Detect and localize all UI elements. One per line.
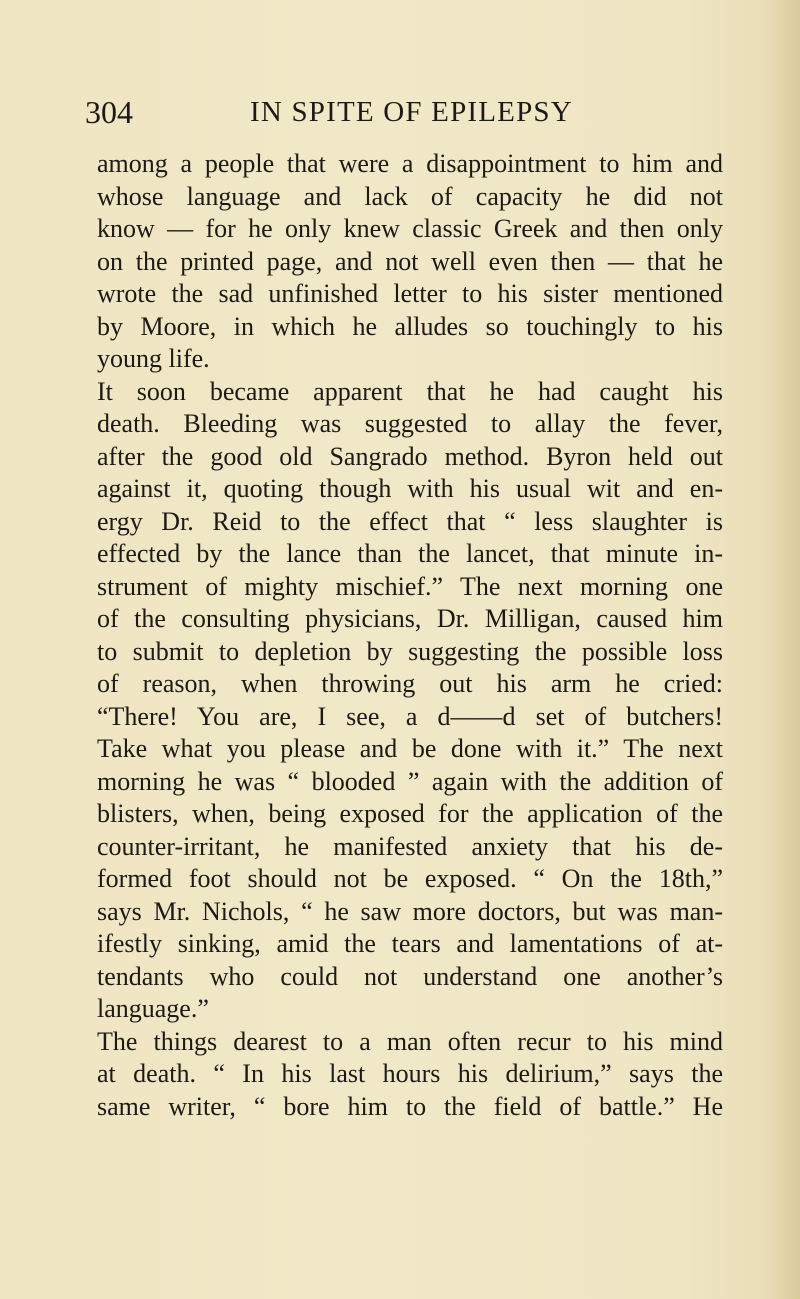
text-line: “There! You are, I see, a d——d set of butchers! [97,701,723,731]
text-line: death. Bleeding was suggested to allay the fever, [97,409,723,438]
text-line: counter-irritant, he manifested anxiety that his de- [97,831,723,861]
page-header [85,90,725,140]
text-line: says Mr. Nichols, “ he saw more doctors, but was man- [97,896,723,926]
text-line: tendants who could not understand one another’s [97,961,723,991]
text-line: among a people that were a disappointment to him and [97,149,723,178]
text-line: It soon became apparent that he had caught his [97,376,723,406]
running-head: IN SPITE OF EPILEPSY [250,96,573,128]
body-text [97,148,723,1123]
text-line: strument of mighty mischief.” The next morning one [97,571,723,601]
text-line: morning he was “ blooded ” again with the addition of [97,766,723,796]
page-number: 304 [85,94,133,130]
text-line: ergy Dr. Reid to the effect that “ less slaughter is [97,506,723,536]
text-line: Take what you please and be done with it.” The next [97,734,723,763]
text-line: on the printed page, and not well even then — that he [97,246,723,276]
text-line: after the good old Sangrado method. Byron held out [97,441,723,471]
text-line: know — for he only knew classic Greek and then only [97,214,723,243]
text-line: effected by the lance than the lancet, that minute in- [97,539,723,568]
text-line: by Moore, in which he alludes so touchingly to his [97,311,723,341]
text-line: against it, quoting though with his usual wit and en- [97,474,723,503]
text-line: young life. [97,344,210,373]
text-line: blisters, when, being exposed for the application of the [97,799,723,828]
text-line: to submit to depletion by suggesting the possible loss [97,636,723,666]
text-line: whose language and lack of capacity he did not [97,181,723,211]
text-line: of reason, when throwing out his arm he cried: [97,669,723,698]
text-line: ifestly sinking, amid the tears and lamentations of at- [97,929,723,958]
text-line: formed foot should not be exposed. “ On the 18th,” [97,864,723,893]
text-line: at death. “ In his last hours his delirium,” says the [97,1059,723,1088]
text-line: of the consulting physicians, Dr. Milligan, caused him [97,604,723,633]
text-line: same writer, “ bore him to the field of battle.” He [97,1091,723,1121]
text-line: wrote the sad unfinished letter to his sister mentioned [97,279,723,308]
text-line: The things dearest to a man often recur to his mind [97,1026,723,1056]
text-line: language.” [97,994,209,1023]
